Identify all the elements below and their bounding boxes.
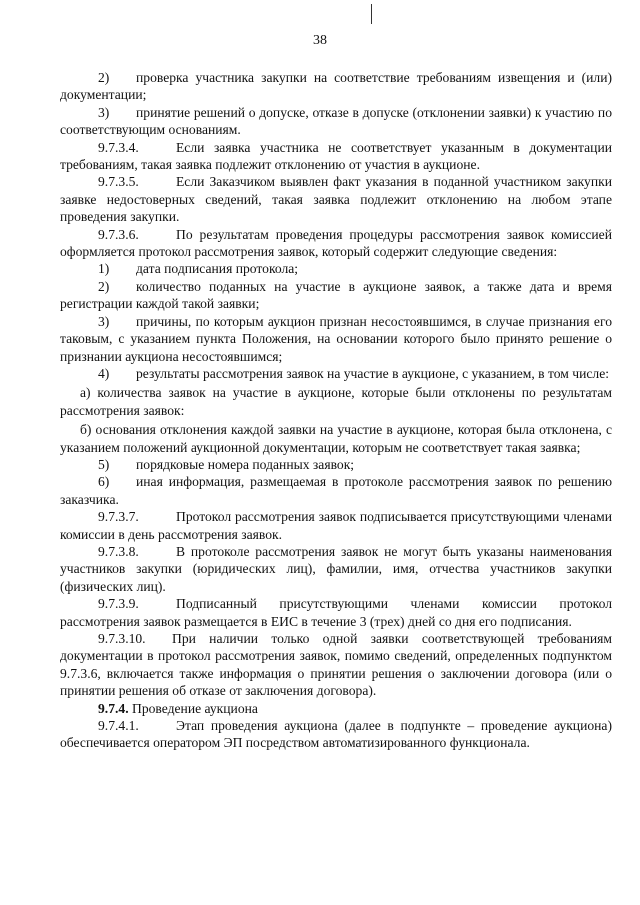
clause [60, 595, 612, 630]
list-item [60, 278, 612, 313]
list-item [60, 456, 612, 473]
clause-text: Если Заказчиком выявлен факт указания в поданной участником закупки заявке недостоверных сведений, такая заявка подлежит отклонению на любом этапе проведения закупки. [60, 174, 612, 225]
clause-text: В протоколе рассмотрения заявок не могут быть указаны наименования участников закупки (юридических лиц), фамилии, имя, отчества участников закупки (физических лиц). [60, 543, 612, 594]
item-number: 5) [98, 456, 110, 472]
clause-text: Если заявка участника не соответствует указанным в документации требованиям, такая заявка подлежит отклонению от участия в аукционе. [60, 139, 612, 173]
clause [60, 226, 612, 261]
item-number: 3) [98, 313, 110, 329]
page-number: 38 [313, 33, 327, 48]
clause [60, 717, 612, 752]
item-text: дата подписания протокола; [136, 261, 299, 277]
clause-number: 9.7.3.9. [98, 596, 139, 612]
clause-number: 9.7.3.4. [98, 139, 139, 155]
binding-mark [371, 4, 372, 24]
clause-text: По результатам проведения процедуры рассмотрения заявок комиссией оформляется протокол рассмотрения заявок, который содержит следующие сведения: [60, 226, 612, 260]
item-text: причины, по которым аукцион признан несостоявшимся, в случае признания его таковым, с указанием пункта Положения, на основании которого было принято решение о признании аукциона несостоявшимся; [60, 313, 612, 364]
clause-number: 9.7.3.6. [98, 226, 139, 242]
sub-item [60, 421, 612, 456]
section-heading [60, 700, 612, 717]
list-item [60, 365, 612, 382]
section-title: Проведение аукциона [132, 700, 258, 716]
item-number: 6) [98, 474, 110, 490]
item-number: 2) [98, 278, 110, 294]
section-number: 9.7.4. [98, 700, 129, 716]
clause [60, 630, 612, 700]
clause [60, 508, 612, 543]
sub-item-text: а) количества заявок на участие в аукционе, которые были отклонены по результатам рассмотрения заявок: [60, 385, 612, 418]
item-text: иная информация, размещаемая в протоколе рассмотрения заявок по решению заказчика. [60, 474, 612, 507]
item-number: 1) [98, 261, 110, 277]
clause-number: 9.7.3.8. [98, 543, 139, 559]
clause-number: 9.7.3.10. [98, 631, 146, 646]
sub-item [60, 384, 612, 419]
clause [60, 173, 612, 225]
document-body [60, 69, 612, 752]
clause-text: Подписанный присутствующими членами комиссии протокол рассмотрения заявок размещается в ЕИС в течение 3 (трех) дней со дня его подписания. [60, 596, 612, 629]
list-item [60, 473, 612, 508]
clause [60, 543, 612, 595]
sub-item-text: б) основания отклонения каждой заявки на участие в аукционе, которая была отклонена, с указанием положений аукционной документации, которым не соответствует такая заявка; [60, 422, 612, 455]
list-item [60, 69, 612, 104]
clause-text: При наличии только одной заявки соответствующей требованиям документации в протокол рассмотрения заявок, помимо сведений, определенных подпунктом 9.7.3.6, включается также информация о принятии решения о заключении договора (или о принятии решения об отказе от заключения договора). [60, 631, 612, 699]
clause-number: 9.7.4.1. [98, 718, 139, 734]
item-text: порядковые номера поданных заявок; [136, 456, 355, 472]
item-text: количество поданных на участие в аукционе заявок, а также дата и время регистрации каждой такой заявки; [60, 278, 612, 312]
item-text: результаты рассмотрения заявок на участие в аукционе, с указанием, в том числе: [136, 365, 610, 381]
item-text: принятие решений о допуске, отказе в допуске (отклонении заявки) к участию по соответствующим основаниям. [60, 104, 612, 138]
item-number: 2) [98, 70, 110, 85]
list-item [60, 104, 612, 139]
clause-number: 9.7.3.5. [98, 174, 139, 190]
clause [60, 139, 612, 174]
clause-text: Этап проведения аукциона (далее в подпункте – проведение аукциона) обеспечивается оператором ЭП посредством автоматизированного функционала. [60, 718, 612, 751]
item-number: 3) [98, 104, 110, 120]
clause-text: Протокол рассмотрения заявок подписывается присутствующими членами комиссии в день рассмотрения заявок. [60, 509, 612, 542]
clause-number: 9.7.3.7. [98, 509, 139, 525]
list-item [60, 260, 612, 277]
item-text: проверка участника закупки на соответствие требованиям извещения и (или) документации; [60, 70, 612, 103]
list-item [60, 313, 612, 365]
item-number: 4) [98, 365, 110, 381]
